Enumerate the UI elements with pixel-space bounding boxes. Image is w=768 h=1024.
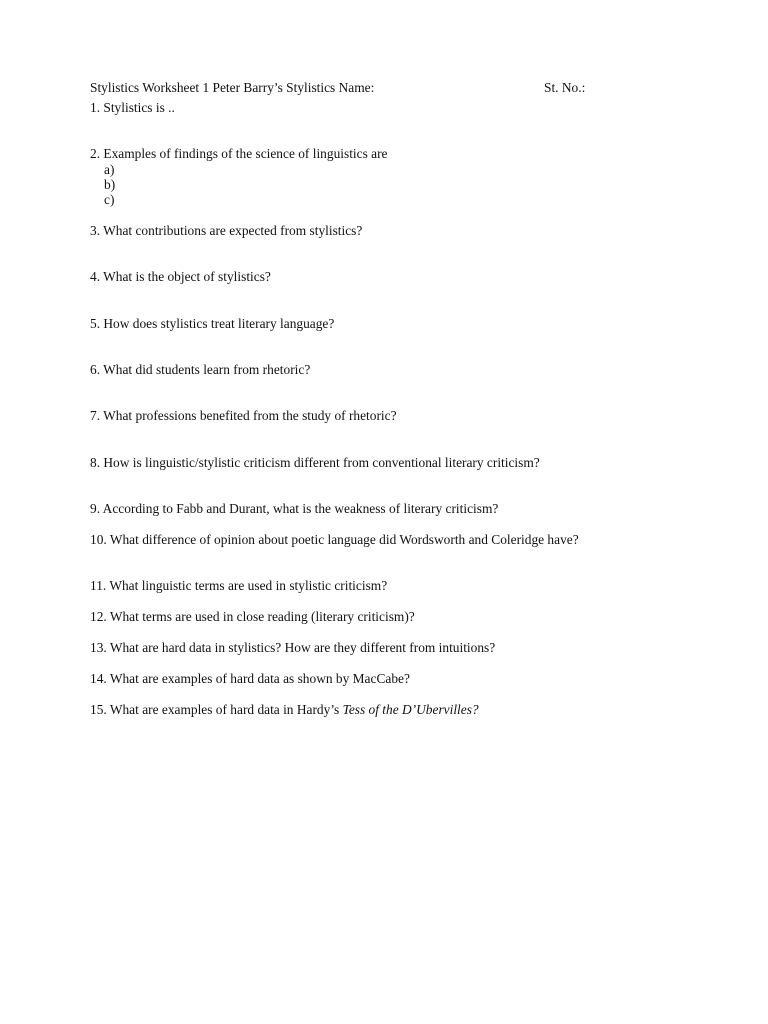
question-11: 11. What linguistic terms are used in stylistic criticism?: [90, 578, 388, 593]
question-8: 8. How is linguistic/stylistic criticism different from conventional literary criticism?: [90, 455, 540, 470]
question-6: 6. What did students learn from rhetoric?: [90, 362, 311, 377]
question-4: 4. What is the object of stylistics?: [90, 269, 271, 284]
question-15-book-title: Tess of the D’Ubervilles?: [342, 702, 479, 717]
question-10: 10. What difference of opinion about poetic language did Wordsworth and Coleridge have?: [90, 532, 579, 547]
sub-item-b: b): [104, 177, 116, 192]
worksheet-title: Stylistics Worksheet 1 Peter Barry’s Stylistics Name:: [90, 80, 375, 95]
student-number-label: St. No.:: [544, 80, 586, 95]
question-3: 3. What contributions are expected from stylistics?: [90, 223, 363, 238]
question-9: 9. According to Fabb and Durant, what is the weakness of literary criticism?: [90, 501, 499, 516]
question-15: [90, 702, 479, 718]
sub-item-a: a): [104, 162, 115, 177]
question-5: 5. How does stylistics treat literary language?: [90, 316, 335, 331]
question-7: 7. What professions benefited from the study of rhetoric?: [90, 408, 397, 423]
sub-item-c: c): [104, 192, 115, 207]
question-12: 12. What terms are used in close reading (literary criticism)?: [90, 609, 415, 624]
question-14: 14. What are examples of hard data as shown by MacCabe?: [90, 671, 410, 686]
question-1: 1. Stylistics is ..: [90, 100, 175, 115]
question-15-text: 15. What are examples of hard data in Hardy’s: [90, 702, 343, 717]
question-2: 2. Examples of findings of the science of linguistics are: [90, 146, 388, 161]
question-13: 13. What are hard data in stylistics? How are they different from intuitions?: [90, 640, 496, 655]
